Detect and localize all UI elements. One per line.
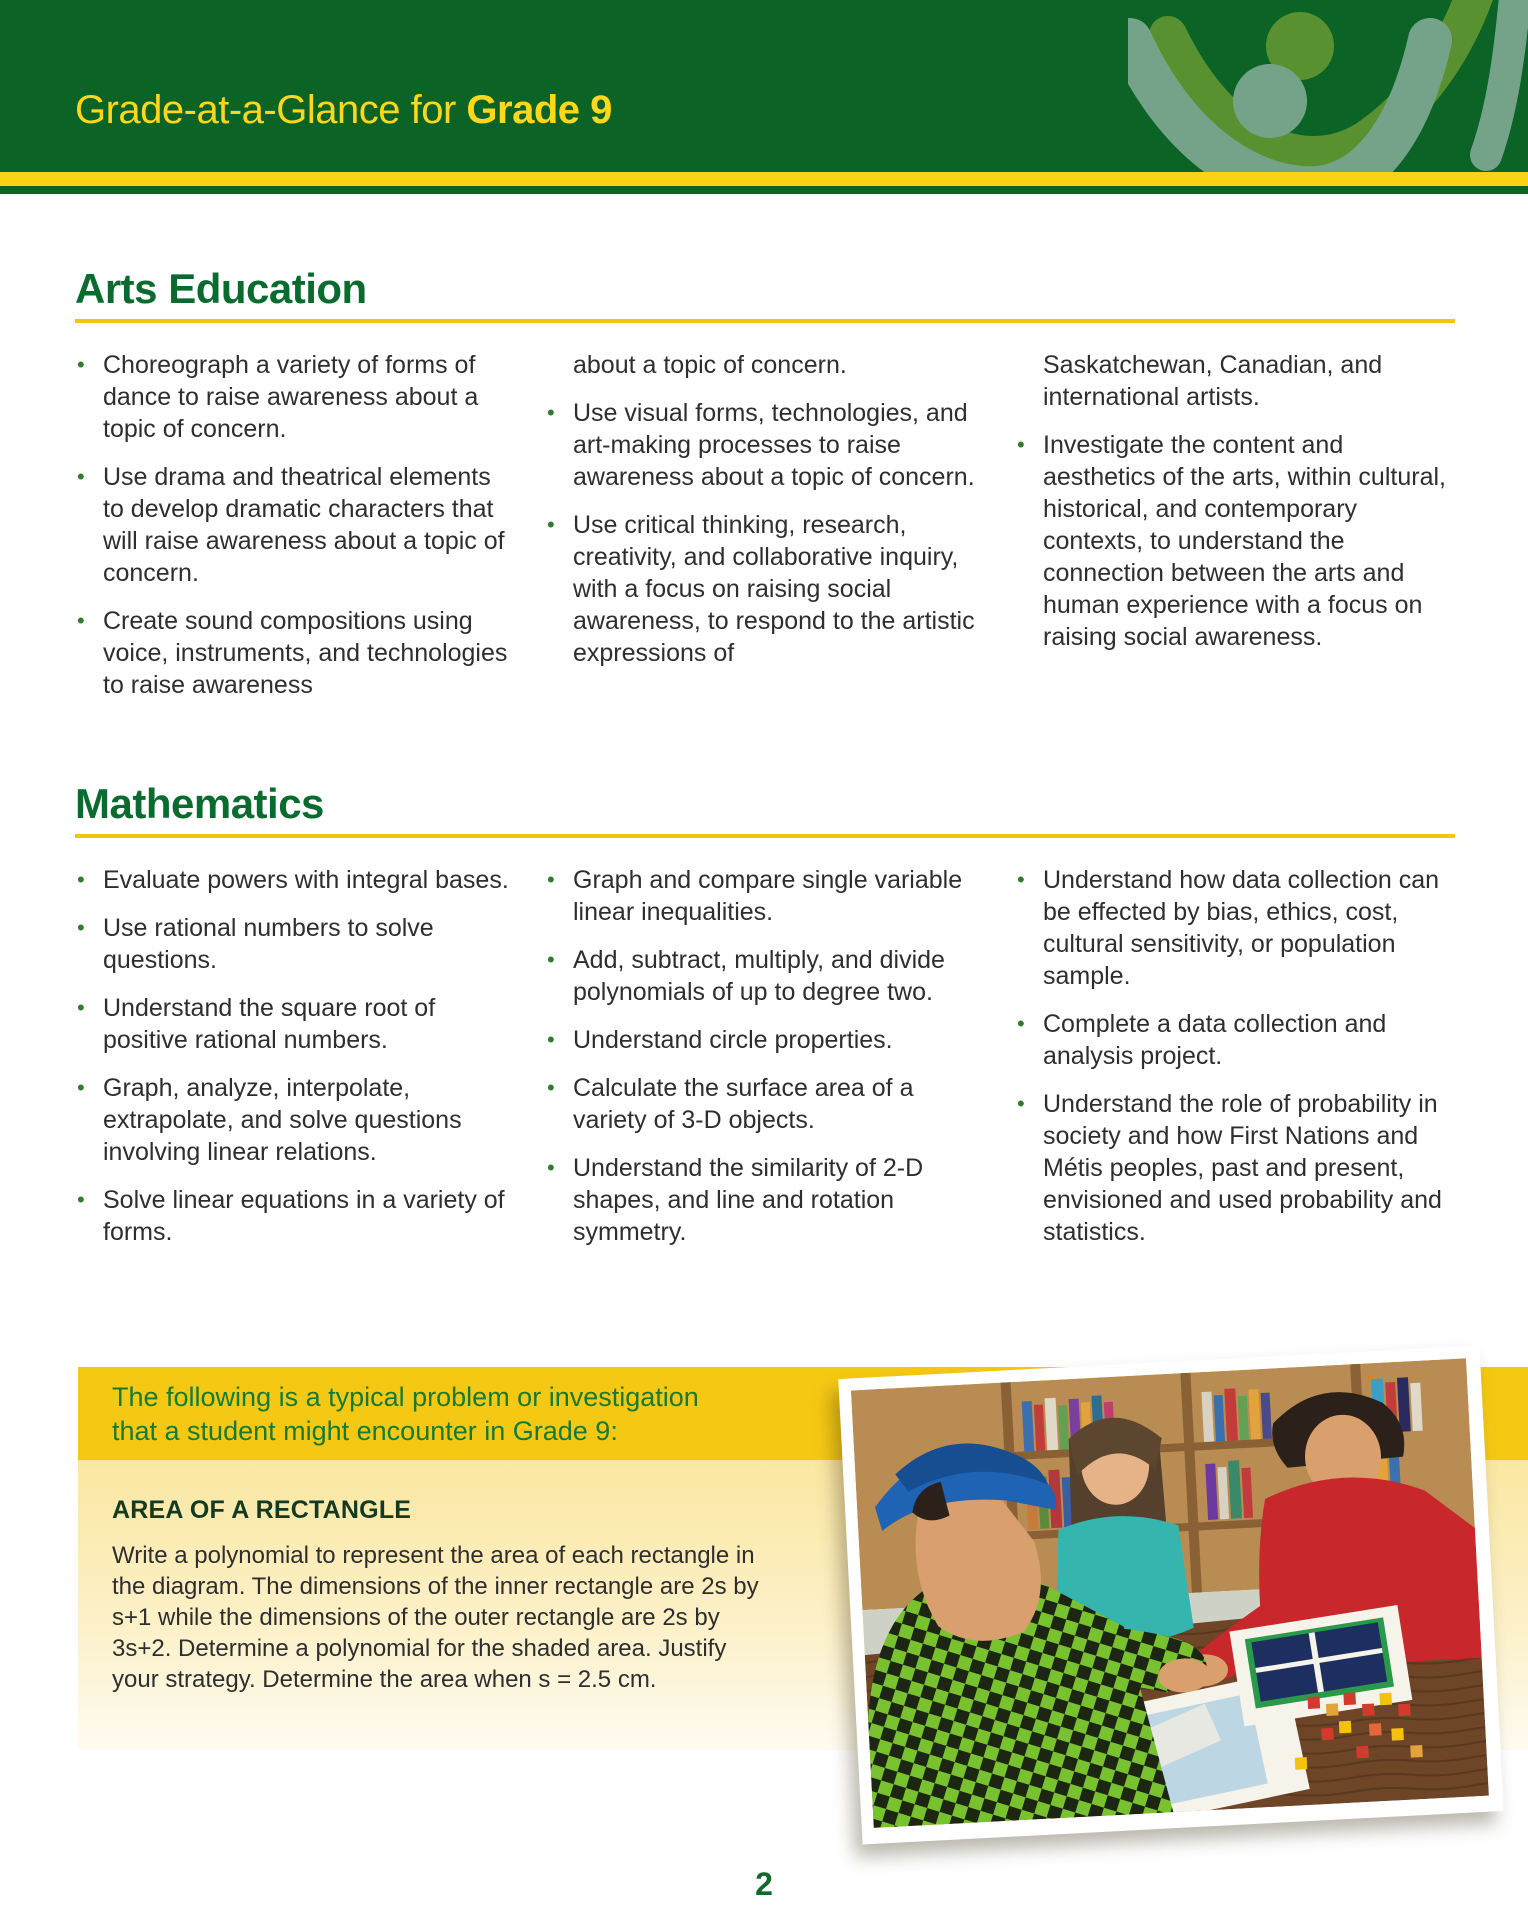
bullet-column bbox=[75, 349, 515, 717]
bullet-text: Use visual forms, technologies, and art-making processes to raise awareness about a topic of concern. bbox=[573, 399, 975, 491]
section-arts-education bbox=[75, 265, 1455, 717]
bullet-column bbox=[545, 864, 985, 1264]
callout-intro-text bbox=[112, 1380, 699, 1448]
header-banner bbox=[0, 0, 1528, 172]
bullet-dot-icon: • bbox=[1017, 867, 1025, 892]
bullet-text: Use critical thinking, research, creativity, and collaborative inquiry, with a focus on raising social awareness, to respond to the artistic expressions of bbox=[573, 511, 975, 667]
bullet-dot-icon: • bbox=[77, 352, 85, 377]
bullet-dot-icon: • bbox=[77, 995, 85, 1020]
bullet-text: Investigate the content and aesthetics of the arts, within cultural, historical, and contemporary contexts, to understand the connection between the arts and human experience with a focus on raising social awareness. bbox=[1043, 431, 1446, 651]
page-number: 2 bbox=[755, 1866, 773, 1902]
section-title: Arts Education bbox=[75, 265, 367, 312]
list-item bbox=[75, 912, 515, 976]
bullet-dot-icon: • bbox=[547, 512, 555, 537]
list-item bbox=[1015, 349, 1455, 413]
list-item bbox=[545, 1152, 985, 1248]
list-item bbox=[75, 605, 515, 701]
bullet-text: Understand circle properties. bbox=[573, 1026, 893, 1054]
callout-intro-line2: that a student might encounter in Grade 9: bbox=[112, 1416, 618, 1446]
list-item bbox=[545, 864, 985, 928]
bullet-text: about a topic of concern. bbox=[573, 351, 847, 379]
bullet-column bbox=[75, 864, 515, 1264]
bullet-dot-icon: • bbox=[77, 915, 85, 940]
figures-arms-raised-logo-icon bbox=[1128, 0, 1528, 172]
bullet-text: Understand how data collection can be effected by bias, ethics, cost, cultural sensitivity, or population sample. bbox=[1043, 866, 1440, 990]
list-item bbox=[75, 1072, 515, 1168]
section-mathematics bbox=[75, 780, 1455, 1264]
bullet-column bbox=[1015, 864, 1455, 1264]
bullet-dot-icon: • bbox=[547, 947, 555, 972]
section-title: Mathematics bbox=[75, 780, 324, 827]
list-item bbox=[545, 1072, 985, 1136]
list-item bbox=[75, 992, 515, 1056]
bullet-dot-icon: • bbox=[1017, 1011, 1025, 1036]
bullet-dot-icon: • bbox=[77, 464, 85, 489]
list-item bbox=[545, 944, 985, 1008]
bullet-text: Saskatchewan, Canadian, and international artists. bbox=[1043, 351, 1383, 411]
bullet-text: Graph and compare single variable linear inequalities. bbox=[573, 866, 963, 926]
bullet-text: Use rational numbers to solve questions. bbox=[103, 914, 434, 974]
list-item bbox=[1015, 429, 1455, 653]
bullet-column bbox=[1015, 349, 1455, 717]
callout-intro-line1: The following is a typical problem or investigation bbox=[112, 1382, 699, 1412]
bullet-dot-icon: • bbox=[547, 1075, 555, 1100]
bullet-text: Create sound compositions using voice, instruments, and technologies to raise awareness bbox=[103, 607, 508, 699]
problem-text: Write a polynomial to represent the area of each rectangle in the diagram. The dimensions of the inner rectangle are 2s by s+1 while the dimensions of the outer rectangle are 2s by 3s+2. Determine a polynomial for the shaded area. Justify your strategy. Determine the area when s = 2.5 cm. bbox=[112, 1542, 759, 1693]
bullet-text: Solve linear equations in a variety of forms. bbox=[103, 1186, 505, 1246]
bullet-text: Complete a data collection and analysis project. bbox=[1043, 1010, 1387, 1070]
bullet-columns bbox=[75, 864, 1455, 1264]
students-photo bbox=[838, 1346, 1504, 1845]
bullet-dot-icon: • bbox=[547, 1155, 555, 1180]
list-item bbox=[75, 864, 515, 896]
page-title bbox=[75, 88, 612, 133]
bullet-text: Evaluate powers with integral bases. bbox=[103, 866, 509, 894]
bullet-dot-icon: • bbox=[547, 400, 555, 425]
bullet-columns bbox=[75, 349, 1455, 717]
bullet-dot-icon: • bbox=[547, 1027, 555, 1052]
bullet-text: Use drama and theatrical elements to develop dramatic characters that will raise awareness about a topic of concern. bbox=[103, 463, 505, 587]
bullet-dot-icon: • bbox=[77, 867, 85, 892]
list-item bbox=[545, 1024, 985, 1056]
problem-title: AREA OF A RECTANGLE bbox=[112, 1496, 412, 1524]
bullet-dot-icon: • bbox=[1017, 1091, 1025, 1116]
list-item bbox=[1015, 1008, 1455, 1072]
bullet-dot-icon: • bbox=[1017, 432, 1025, 457]
bullet-dot-icon: • bbox=[547, 867, 555, 892]
bullet-dot-icon: • bbox=[77, 608, 85, 633]
bullet-text: Calculate the surface area of a variety of 3-D objects. bbox=[573, 1074, 914, 1134]
bullet-text: Graph, analyze, interpolate, extrapolate, and solve questions involving linear relations. bbox=[103, 1074, 462, 1166]
bullet-text: Understand the square root of positive rational numbers. bbox=[103, 994, 436, 1054]
bullet-dot-icon: • bbox=[77, 1187, 85, 1212]
list-item bbox=[75, 1184, 515, 1248]
page-title-grade: Grade 9 bbox=[466, 88, 612, 132]
bullet-text: Choreograph a variety of forms of dance to raise awareness about a topic of concern. bbox=[103, 351, 479, 443]
bullet-text: Understand the similarity of 2-D shapes, and line and rotation symmetry. bbox=[573, 1154, 924, 1246]
header-green-stripe bbox=[0, 186, 1528, 194]
list-item bbox=[1015, 864, 1455, 992]
bullet-text: Add, subtract, multiply, and divide polynomials of up to degree two. bbox=[573, 946, 945, 1006]
bullet-dot-icon: • bbox=[77, 1075, 85, 1100]
page-title-regular: Grade-at-a-Glance for bbox=[75, 88, 467, 132]
list-item bbox=[75, 461, 515, 589]
section-underline bbox=[75, 834, 1455, 838]
bullet-column bbox=[545, 349, 985, 717]
bullet-text: Understand the role of probability in society and how First Nations and Métis peoples, past and present, envisioned and used probability and statistics. bbox=[1043, 1090, 1442, 1246]
list-item bbox=[545, 349, 985, 381]
header-yellow-stripe bbox=[0, 172, 1528, 186]
list-item bbox=[545, 397, 985, 493]
section-underline bbox=[75, 319, 1455, 323]
list-item bbox=[545, 509, 985, 669]
list-item bbox=[75, 349, 515, 445]
students-photo-illustration bbox=[851, 1358, 1489, 1828]
list-item bbox=[1015, 1088, 1455, 1248]
